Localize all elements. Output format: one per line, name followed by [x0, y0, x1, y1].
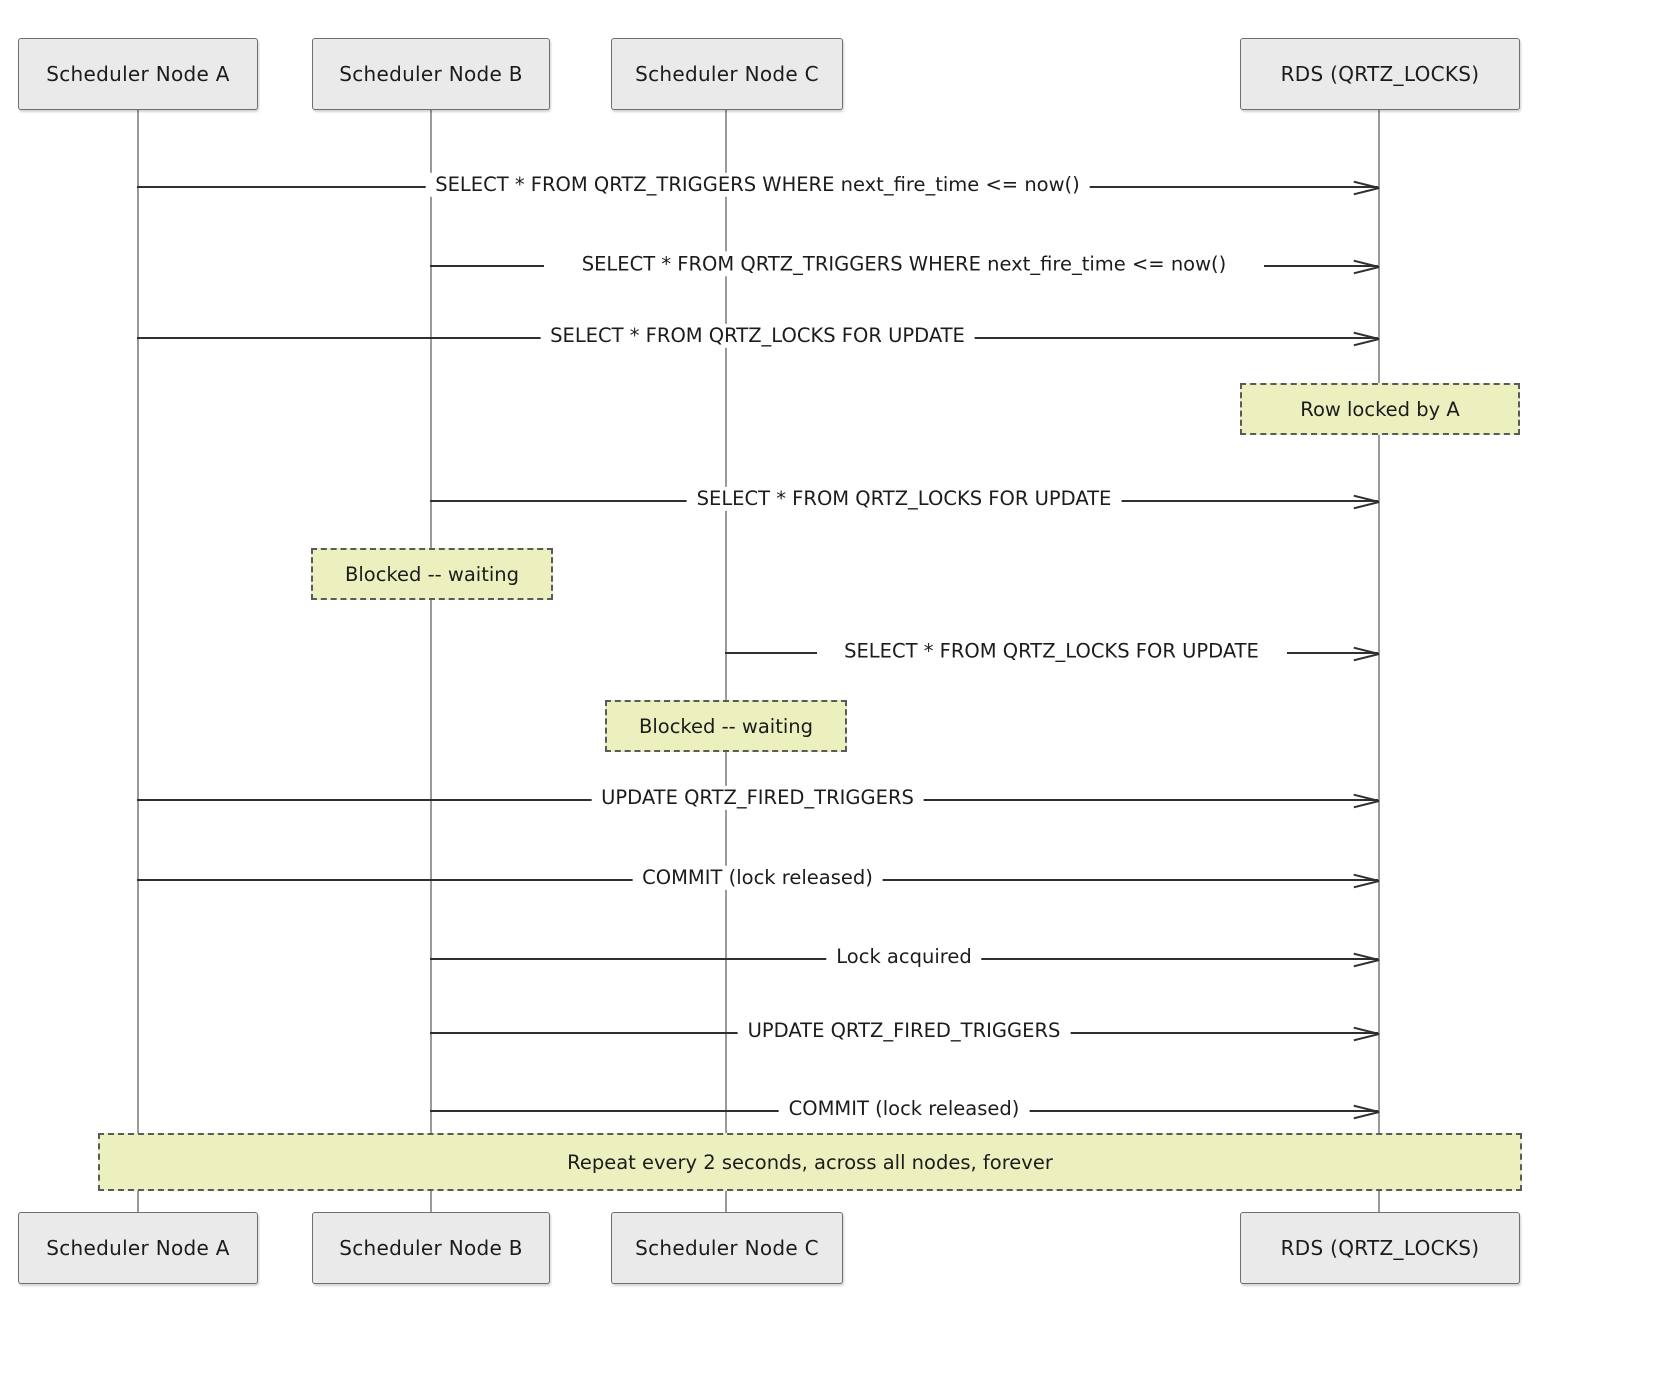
message-label: SELECT * FROM QRTZ_LOCKS FOR UPDATE [687, 487, 1122, 511]
actor-label: Scheduler Node B [339, 1236, 523, 1260]
actor-label: Scheduler Node C [635, 1236, 819, 1260]
actor-scheduler-node-a-bottom[interactable] [18, 1212, 258, 1284]
actor-scheduler-node-c-top[interactable] [611, 38, 843, 110]
actor-label: Scheduler Node C [635, 62, 819, 86]
message-label: UPDATE QRTZ_FIRED_TRIGGERS [738, 1019, 1071, 1043]
actor-label: Scheduler Node A [46, 62, 230, 86]
actor-label: RDS (QRTZ_LOCKS) [1280, 1236, 1480, 1260]
message-label: Lock acquired [826, 945, 981, 969]
note-text: Blocked -- waiting [638, 714, 813, 738]
actor-scheduler-node-a-top[interactable] [18, 38, 258, 110]
actor-scheduler-node-c-bottom[interactable] [611, 1212, 843, 1284]
note-repeat-loop [98, 1133, 1522, 1191]
note-text: Repeat every 2 seconds, across all nodes, forever [567, 1150, 1053, 1174]
note-blocked-waiting-c [605, 700, 847, 752]
message-label: COMMIT (lock released) [632, 866, 883, 890]
message-label: SELECT * FROM QRTZ_TRIGGERS WHERE next_fire_time <= now() [425, 173, 1090, 197]
message-label: UPDATE QRTZ_FIRED_TRIGGERS [591, 786, 924, 810]
message-label: SELECT * FROM QRTZ_LOCKS FOR UPDATE [817, 638, 1287, 663]
actor-label: Scheduler Node B [339, 62, 523, 86]
actor-label: Scheduler Node A [46, 1236, 230, 1260]
note-row-locked-by-a [1240, 383, 1520, 435]
actor-rds-qrtz-locks-bottom[interactable] [1240, 1212, 1520, 1284]
actor-scheduler-node-b-bottom[interactable] [312, 1212, 550, 1284]
note-text: Row locked by A [1300, 397, 1460, 421]
lifeline-scheduler-node-a [137, 110, 139, 1212]
lifeline-rds-qrtz-locks [1378, 110, 1380, 1212]
note-text: Blocked -- waiting [344, 562, 519, 586]
message-label: SELECT * FROM QRTZ_TRIGGERS WHERE next_fire_time <= now() [544, 251, 1264, 276]
message-label: SELECT * FROM QRTZ_LOCKS FOR UPDATE [540, 324, 975, 348]
actor-rds-qrtz-locks-top[interactable] [1240, 38, 1520, 110]
lifeline-scheduler-node-b [430, 110, 432, 1212]
note-blocked-waiting-b [311, 548, 553, 600]
actor-scheduler-node-b-top[interactable] [312, 38, 550, 110]
message-label: COMMIT (lock released) [779, 1097, 1030, 1121]
actor-label: RDS (QRTZ_LOCKS) [1280, 62, 1480, 86]
